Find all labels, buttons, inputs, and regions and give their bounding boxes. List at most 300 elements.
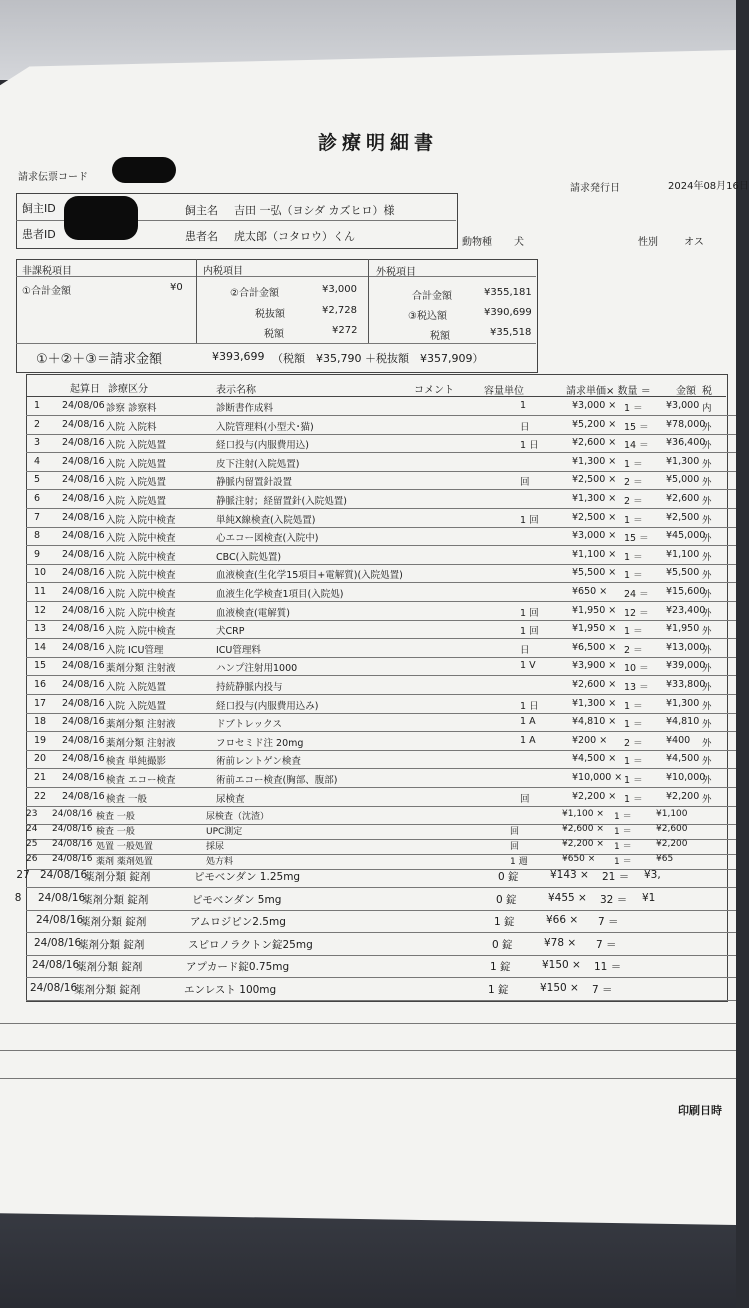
cell-amount: ¥4,500 — [666, 753, 700, 765]
cell-tax: 外 — [702, 551, 712, 563]
cell-no: 3 — [34, 437, 41, 449]
cell-qty: 15 ＝ — [624, 421, 649, 433]
cell-date: 24/08/16 — [32, 959, 80, 972]
table-row — [0, 435, 736, 453]
cell-unit: 1 日 — [520, 700, 539, 712]
cell-cat: 入院 入院中検査 — [106, 570, 176, 582]
table-row — [0, 565, 736, 583]
cell-qty: 2 ＝ — [624, 496, 643, 507]
cell-qty: 1 ＝ — [624, 551, 643, 563]
intax-total: ¥3,000 — [322, 284, 357, 295]
summary-col-divider-2 — [368, 259, 369, 343]
cell-date: 24/08/16 — [62, 493, 105, 504]
cell-cat: 検査 一般 — [96, 812, 135, 823]
cell-cat: 薬剤分類 錠剤 — [84, 871, 151, 884]
cell-tax: 外 — [702, 775, 712, 786]
cell-price: ¥1,300 × — [572, 697, 617, 709]
row-divider — [26, 955, 736, 956]
cell-date: 24/08/16 — [62, 660, 105, 672]
cell-tax: 外 — [702, 570, 712, 582]
cell-amount: ¥23,400 — [666, 604, 706, 616]
cell-unit: 1 A — [520, 716, 536, 728]
cell-price: ¥3,000 × — [572, 400, 617, 411]
cell-amount: ¥5,500 — [666, 567, 700, 579]
col-header-price: 請求単価× 数量 ＝ — [566, 386, 651, 397]
cell-price: ¥2,500 × — [572, 511, 617, 523]
cell-qty: 2 ＝ — [624, 737, 643, 749]
outtax-incl-label: ③税込額 — [408, 311, 447, 322]
cell-cat: 検査 一般 — [96, 827, 135, 838]
cell-cat: 診察 診察料 — [106, 403, 157, 414]
cell-amount: ¥400 — [666, 734, 691, 746]
table-row — [0, 491, 736, 509]
cell-amount: ¥3,000 — [666, 400, 700, 411]
cell-name: 血液生化学検査1項目(入院処) — [216, 589, 344, 600]
cell-unit: 1 回 — [520, 514, 539, 526]
cell-date: 24/08/16 — [62, 418, 105, 430]
cell-price: ¥66 × — [546, 914, 579, 927]
patient-name: 虎太郎（コタロウ）くん — [234, 230, 355, 243]
cell-unit: 日 — [520, 421, 530, 433]
intax-tax-label: 税額 — [264, 329, 284, 340]
species: 犬 — [514, 237, 524, 248]
cell-amount: ¥33,800 — [666, 679, 706, 690]
cell-date: 24/08/16 — [62, 790, 105, 802]
cell-name: 尿検査（沈渣） — [206, 812, 270, 823]
row-divider — [26, 1000, 736, 1001]
cell-no: 6 — [34, 493, 41, 504]
cell-name: 血液検査(電解質) — [216, 607, 290, 619]
cell-cat: 処置 一般処置 — [96, 842, 153, 853]
table-row — [0, 417, 736, 435]
cell-name: 静脈注射；経留置針(入院処置) — [216, 496, 347, 507]
cell-date: 24/08/16 — [62, 623, 105, 635]
cell-name: 診断書作成料 — [216, 403, 274, 414]
table-row — [0, 677, 736, 695]
table-row — [0, 912, 736, 930]
table-row — [0, 696, 736, 714]
cell-qty: 1 ＝ — [614, 812, 632, 823]
grand-total-formula: ①＋②＋③＝請求金額 — [36, 352, 162, 367]
cell-no: 27 — [16, 869, 30, 882]
cell-tax: 外 — [702, 496, 712, 507]
cell-cat: 入院 入院処置 — [106, 700, 167, 712]
patient-name-label: 患者名 — [185, 230, 218, 243]
cell-qty: 24 ＝ — [624, 589, 649, 600]
cell-name: 持続静脈内投与 — [216, 682, 283, 693]
table-row — [0, 770, 736, 788]
cell-name: 血液検査(生化学15項目+電解質)(入院処置) — [216, 570, 403, 582]
cell-unit: 1 回 — [520, 607, 539, 619]
cell-price: ¥2,600 × — [572, 437, 617, 449]
cell-price: ¥200 × — [572, 734, 608, 746]
cell-tax: 外 — [702, 644, 712, 656]
cell-amount: ¥4,810 — [666, 716, 700, 728]
table-row — [0, 890, 736, 908]
cell-name: 単純X線検査(入院処置) — [216, 514, 316, 526]
cell-date: 24/08/16 — [52, 809, 93, 820]
cell-name: ICU管理料 — [216, 644, 261, 656]
footer-rule-2 — [0, 1050, 736, 1051]
cell-qty: 1 ＝ — [614, 827, 632, 838]
cell-qty: 1 ＝ — [624, 514, 643, 526]
cell-no: 14 — [34, 641, 47, 653]
print-datetime-label: 印刷日時 — [678, 1104, 722, 1117]
issue-date-label: 請求発行日 — [570, 183, 620, 194]
cell-date: 24/08/16 — [62, 679, 105, 690]
cell-tax: 外 — [702, 793, 712, 805]
cell-qty: 7 ＝ — [596, 938, 617, 951]
cell-price: ¥4,810 × — [572, 716, 617, 728]
cell-amount: ¥78,000 — [666, 418, 706, 430]
cell-qty: 21 ＝ — [602, 871, 630, 884]
cell-tax: 外 — [702, 440, 712, 452]
cell-date: 24/08/16 — [62, 567, 105, 579]
cell-cat: 薬剤分類 錠剤 — [78, 938, 145, 951]
cell-qty: 7 ＝ — [598, 916, 619, 929]
cell-tax: 外 — [702, 626, 712, 638]
row-divider — [26, 910, 736, 911]
sex-label: 性別 — [638, 237, 658, 248]
cell-name: 処方料 — [206, 857, 234, 868]
redacted-invoice-code — [112, 157, 176, 183]
cell-qty: 1 ＝ — [624, 626, 643, 638]
cell-cat: 薬剤分類 錠剤 — [80, 916, 147, 929]
cell-date: 24/08/16 — [62, 474, 105, 486]
table-row — [0, 867, 736, 885]
cell-qty: 2 ＝ — [624, 477, 643, 489]
cell-unit: 1 錠 — [490, 961, 511, 974]
cell-cat: 薬剤分類 注射液 — [106, 663, 176, 675]
sex: オス — [684, 237, 704, 248]
intax-excl-label: 税抜額 — [255, 309, 285, 320]
table-row — [0, 584, 736, 602]
cell-name: エンレスト 100mg — [184, 983, 277, 996]
cell-cat: 入院 入院処置 — [106, 496, 167, 507]
cell-price: ¥10,000 × — [572, 772, 623, 783]
cell-date: 24/08/06 — [62, 400, 105, 411]
cell-tax: 内 — [702, 403, 712, 414]
table-row — [0, 547, 736, 565]
cell-tax: 外 — [702, 477, 712, 489]
cell-cat: 入院 入院処置 — [106, 682, 167, 693]
cell-no: 5 — [34, 474, 41, 486]
cell-unit: 1 回 — [520, 626, 539, 638]
cell-no: 4 — [34, 455, 41, 467]
cell-name: CBC(入院処置) — [216, 551, 282, 563]
cell-no: 26 — [26, 854, 38, 865]
cell-cat: 薬剤分類 錠剤 — [74, 983, 141, 996]
cell-cat: 入院 入院中検査 — [106, 533, 176, 545]
cell-qty: 1 ＝ — [624, 458, 643, 470]
cell-name: フロセミド注 20mg — [216, 737, 304, 749]
cell-unit: 1 週 — [510, 857, 528, 868]
intax-tax: ¥272 — [332, 325, 358, 336]
cell-no: 24 — [26, 824, 38, 835]
cell-date: 24/08/16 — [30, 981, 78, 994]
cell-cat: 検査 一般 — [106, 793, 148, 805]
table-row — [0, 398, 736, 416]
cell-name: 皮下注射(入院処置) — [216, 458, 300, 470]
cell-cat: 入院 入院中検査 — [106, 514, 176, 526]
cell-price: ¥650 × — [562, 854, 596, 865]
cell-amount: ¥1,950 — [666, 623, 700, 635]
cell-qty: 14 ＝ — [624, 440, 649, 452]
table-row — [0, 733, 736, 751]
cell-no: 25 — [26, 839, 38, 850]
cell-qty: 1 ＝ — [624, 719, 643, 731]
cell-date: 24/08/16 — [62, 697, 105, 709]
outtax-title: 外税項目 — [376, 267, 416, 278]
cell-price: ¥2,500 × — [572, 474, 617, 486]
intax-title: 内税項目 — [203, 266, 243, 277]
cell-tax: 外 — [702, 700, 712, 712]
cell-name: 経口投与(内服費用込み) — [216, 700, 319, 712]
summary-total-divider — [16, 343, 536, 344]
cell-no: 8 — [34, 530, 41, 542]
cell-name: UPC測定 — [206, 827, 243, 838]
cell-price: ¥2,200 × — [572, 790, 617, 802]
cell-price: ¥1,100 × — [562, 809, 604, 820]
cell-amount: ¥36,400 — [666, 437, 706, 449]
cell-qty: 15 ＝ — [624, 533, 649, 545]
summary-col-divider-1 — [196, 259, 197, 343]
cell-unit: 0 錠 — [492, 938, 513, 951]
cell-date: 24/08/16 — [38, 891, 86, 904]
cell-amount: ¥13,000 — [666, 641, 706, 653]
grand-total-detail: （税額 ¥35,790 ＋税抜額 ¥357,909） — [272, 352, 484, 365]
outtax-incl: ¥390,699 — [484, 307, 532, 318]
cell-amount: ¥3, — [644, 869, 661, 882]
cell-unit: 1 V — [520, 660, 536, 672]
cell-name: 入院管理料(小型犬･猫) — [216, 421, 314, 433]
cell-amount: ¥1,100 — [656, 809, 688, 820]
table-row — [0, 621, 736, 639]
cell-unit: 回 — [520, 477, 530, 489]
cell-date: 24/08/16 — [62, 586, 105, 597]
cell-no: 15 — [34, 660, 47, 672]
cell-cat: 入院 入院中検査 — [106, 607, 176, 619]
table-row — [0, 510, 736, 528]
cell-date: 24/08/16 — [62, 530, 105, 542]
cell-no: 1 — [34, 400, 41, 411]
cell-date: 24/08/16 — [52, 839, 93, 850]
cell-cat: 薬剤分類 注射液 — [106, 719, 176, 731]
cell-amount: ¥45,000 — [666, 530, 706, 542]
cell-qty: 1 ＝ — [624, 570, 643, 582]
col-header-tax: 税 — [702, 386, 712, 397]
cell-amount: ¥2,500 — [666, 511, 700, 523]
cell-date: 24/08/16 — [52, 824, 93, 835]
cell-tax: 外 — [702, 682, 712, 693]
cell-cat: 入院 入院中検査 — [106, 589, 176, 600]
cell-price: ¥5,200 × — [572, 418, 617, 430]
table-row — [0, 980, 736, 998]
cell-amount: ¥15,600 — [666, 586, 706, 597]
row-divider — [26, 977, 736, 978]
cell-qty: 2 ＝ — [624, 644, 643, 656]
cell-qty: 1 ＝ — [614, 857, 632, 868]
cell-price: ¥1,950 × — [572, 623, 617, 635]
cell-no: 11 — [34, 586, 47, 597]
cell-name: 術前レントゲン検査 — [216, 756, 301, 768]
cell-tax: 外 — [702, 589, 712, 600]
owner-name: 吉田 一弘（ヨシダ カズヒロ）様 — [234, 204, 395, 217]
cell-qty: 10 ＝ — [624, 663, 649, 675]
cell-name: ピモベンダン 1.25mg — [194, 871, 301, 884]
row-divider — [26, 932, 736, 933]
cell-cat: 入院 ICU管理 — [106, 644, 164, 656]
cell-price: ¥1,300 × — [572, 455, 617, 467]
col-header-name: 表示名称 — [216, 385, 256, 396]
cell-amount: ¥2,200 — [656, 839, 688, 850]
table-row — [0, 935, 736, 953]
table-row — [0, 472, 736, 490]
owner-id-label: 飼主ID — [22, 202, 56, 215]
nontax-total: ¥0 — [170, 282, 183, 293]
cell-date: 24/08/16 — [62, 437, 105, 449]
cell-qty: 13 ＝ — [624, 682, 649, 693]
cell-qty: 1 ＝ — [624, 793, 643, 805]
footer-rule-1 — [0, 1023, 736, 1024]
cell-amount: ¥65 — [656, 854, 674, 865]
cell-no: 8 — [14, 891, 22, 904]
cell-tax: 外 — [702, 737, 712, 749]
cell-date: 24/08/16 — [62, 753, 105, 765]
invoice-code-label: 請求伝票コード — [18, 172, 88, 183]
cell-date: 24/08/16 — [62, 734, 105, 746]
outtax-tax-label: 税額 — [430, 331, 450, 342]
nontax-title: 非課税項目 — [22, 266, 72, 277]
redacted-ids — [64, 196, 138, 240]
cell-qty: 1 ＝ — [624, 700, 643, 712]
cell-name: 経口投与(内服費用込) — [216, 440, 309, 452]
table-row — [0, 751, 736, 769]
cell-price: ¥5,500 × — [572, 567, 617, 579]
cell-qty: 1 ＝ — [624, 756, 643, 768]
cell-qty: 7 ＝ — [592, 983, 613, 996]
cell-name: ハンプ注射用1000 — [216, 663, 298, 675]
cell-qty: 12 ＝ — [624, 607, 649, 619]
cell-amount: ¥1,300 — [666, 455, 700, 467]
table-row — [0, 528, 736, 546]
cell-qty: 1 ＝ — [614, 842, 632, 853]
patient-id-label: 患者ID — [22, 228, 56, 241]
cell-no: 17 — [34, 697, 47, 709]
species-label: 動物種 — [462, 237, 492, 248]
cell-amount: ¥2,600 — [666, 493, 700, 504]
cell-unit: 回 — [520, 793, 530, 805]
cell-cat: 入院 入院中検査 — [106, 626, 176, 638]
cell-unit: 1 日 — [520, 440, 539, 452]
cell-tax: 外 — [702, 533, 712, 545]
cell-no: 2 — [34, 418, 41, 430]
owner-name-label: 飼主名 — [185, 204, 218, 217]
col-header-amount: 金額 — [676, 386, 696, 397]
cell-tax: 外 — [702, 514, 712, 526]
cell-tax: 外 — [702, 421, 712, 433]
cell-price: ¥2,600 × — [572, 679, 617, 690]
cell-price: ¥150 × — [542, 959, 581, 972]
cell-price: ¥143 × — [550, 869, 589, 882]
col-header-comment: コメント — [414, 385, 454, 396]
table-row — [0, 603, 736, 621]
cell-cat: 検査 単純撮影 — [106, 756, 167, 768]
summary-header-divider — [16, 276, 536, 277]
table-row — [0, 714, 736, 732]
cell-no: 13 — [34, 623, 47, 635]
col-header-category: 診療区分 — [108, 384, 148, 395]
col-header-unit: 容量単位 — [484, 386, 524, 397]
cell-name: アプカード錠0.75mg — [186, 961, 290, 974]
intax-excl: ¥2,728 — [322, 305, 357, 316]
cell-cat: 入院 入院処置 — [106, 477, 167, 489]
cell-no: 16 — [34, 679, 47, 690]
cell-date: 24/08/16 — [62, 716, 105, 728]
cell-date: 24/08/16 — [62, 548, 105, 560]
cell-name: スピロノラクトン錠25mg — [188, 938, 313, 951]
cell-name: 術前エコー検査(胸部、腹部) — [216, 775, 338, 786]
cell-name: 尿検査 — [216, 793, 245, 805]
outtax-total-label: 合計金額 — [412, 291, 452, 302]
cell-tax: 外 — [702, 607, 712, 619]
cell-cat: 入院 入院処置 — [106, 440, 167, 452]
cell-amount: ¥2,200 — [666, 790, 700, 802]
cell-unit: 1 錠 — [494, 916, 515, 929]
cell-no: 12 — [34, 604, 47, 616]
cell-amount: ¥5,000 — [666, 474, 700, 486]
cell-no: 19 — [34, 734, 47, 746]
cell-unit: 1 A — [520, 734, 536, 746]
cell-no: 21 — [34, 772, 47, 783]
cell-no: 18 — [34, 716, 47, 728]
cell-unit: 0 錠 — [496, 893, 517, 906]
col-header-date: 起算日 — [70, 384, 100, 395]
cell-unit: 1 錠 — [488, 983, 509, 996]
cell-qty: 1 ＝ — [624, 775, 643, 786]
cell-no: 22 — [34, 790, 47, 802]
cell-cat: 薬剤 薬剤処置 — [96, 857, 153, 868]
cell-tax: 外 — [702, 663, 712, 675]
cell-amount: ¥39,000 — [666, 660, 706, 672]
cell-cat: 入院 入院料 — [106, 421, 157, 433]
cell-amount: ¥2,600 — [656, 824, 688, 835]
cell-price: ¥1,100 × — [572, 548, 617, 560]
cell-name: アムロジピン2.5mg — [190, 916, 286, 929]
table-row — [0, 957, 736, 975]
cell-date: 24/08/16 — [62, 641, 105, 653]
table-row — [0, 640, 736, 658]
cell-price: ¥1,300 × — [572, 493, 617, 504]
cell-name: 採尿 — [206, 842, 225, 853]
cell-price: ¥2,200 × — [562, 839, 604, 850]
cell-unit: 0 錠 — [498, 871, 519, 884]
issue-date: 2024年08月16日 — [668, 181, 749, 192]
cell-date: 24/08/16 — [40, 869, 88, 882]
cell-unit: 日 — [520, 644, 530, 656]
cell-name: ドブトレックス — [216, 719, 283, 731]
nontax-total-label: ①合計金額 — [22, 286, 71, 297]
cell-price: ¥78 × — [544, 936, 577, 949]
cell-cat: 薬剤分類 錠剤 — [76, 961, 143, 974]
cell-amount: ¥1,100 — [666, 548, 700, 560]
outtax-tax: ¥35,518 — [490, 327, 532, 338]
cell-tax: 外 — [702, 458, 712, 470]
cell-no: 23 — [26, 809, 38, 820]
cell-price: ¥3,900 × — [572, 660, 617, 672]
cell-date: 24/08/16 — [62, 455, 105, 467]
cell-unit: 回 — [510, 827, 520, 838]
